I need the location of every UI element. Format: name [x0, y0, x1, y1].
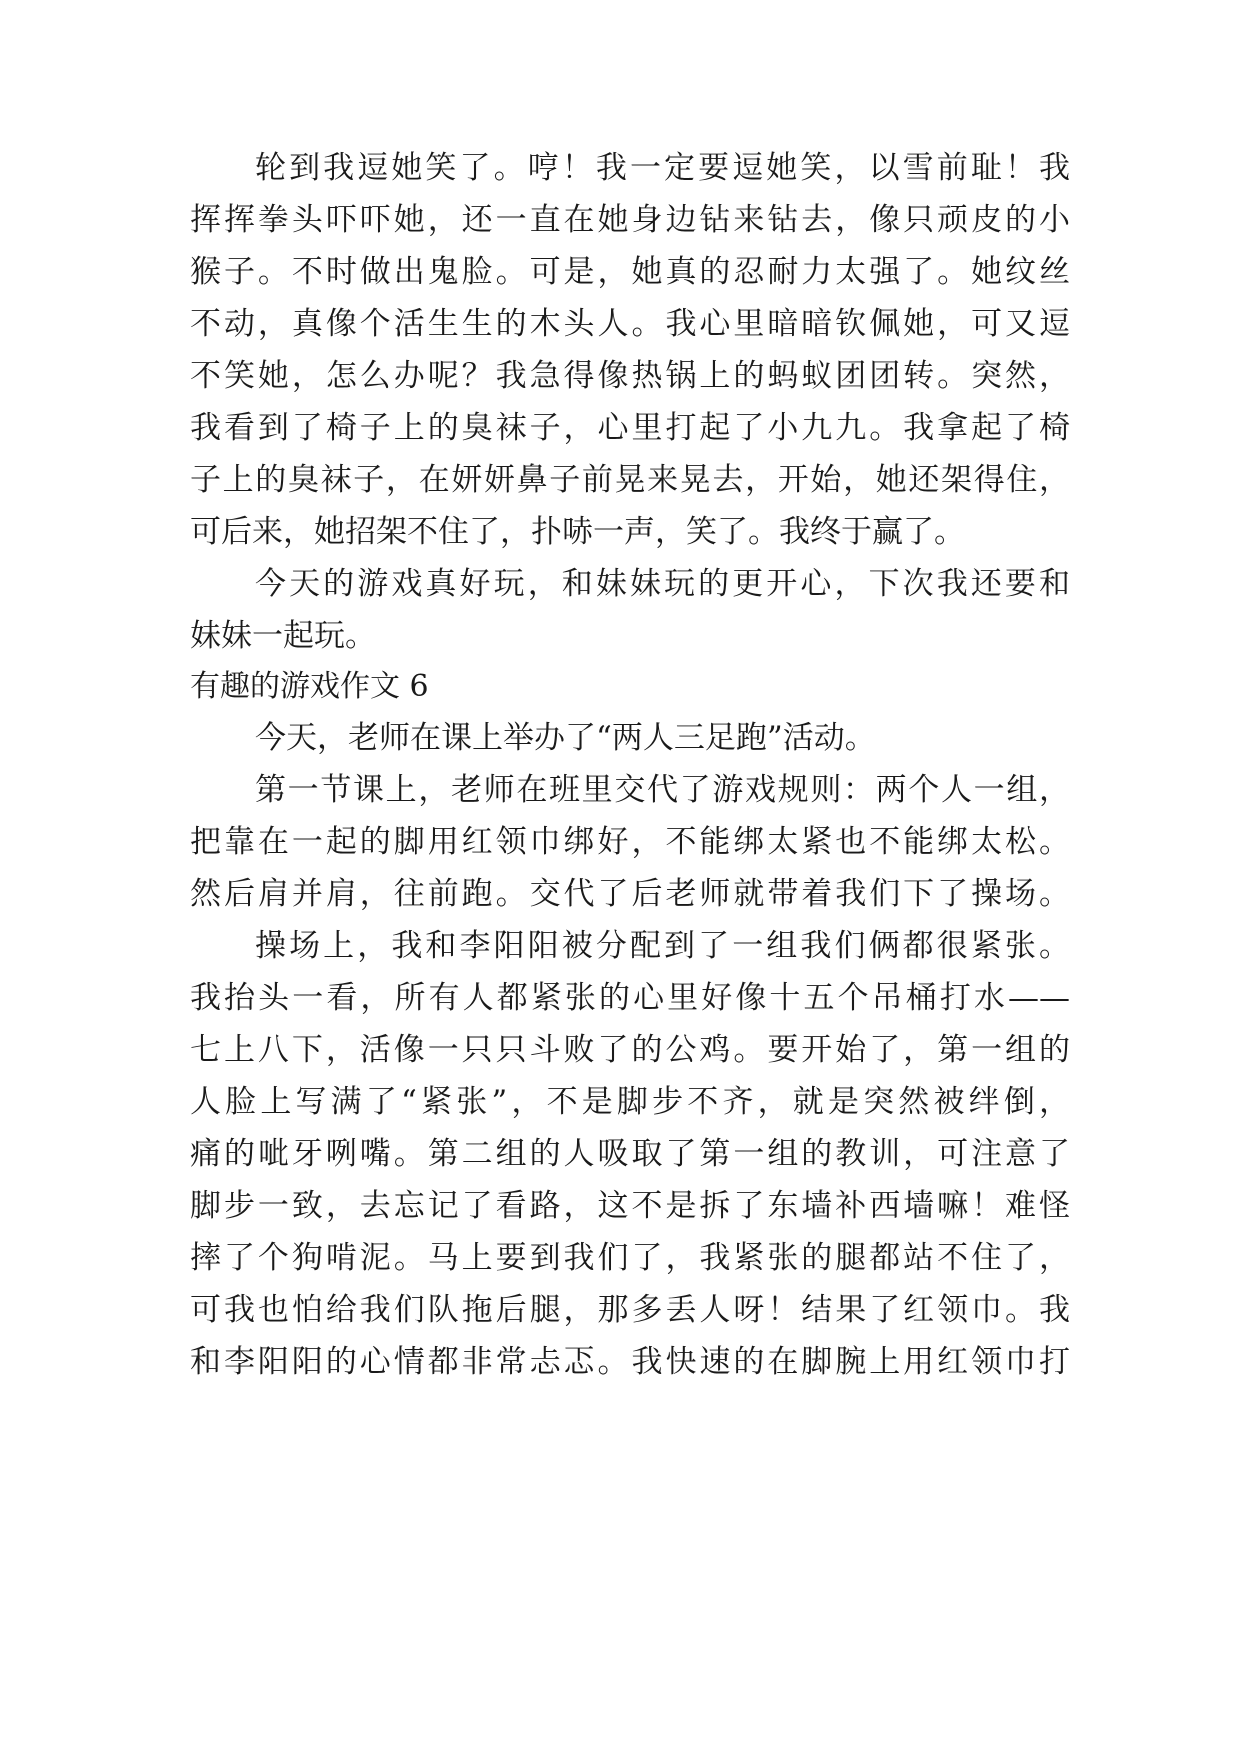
paragraph-line: 可我也怕给我们队拖后腿，那多丢人呀！结果了红领巾。我: [190, 1292, 1070, 1328]
paragraph-line: 人脸上写满了“紧张”，不是脚步不齐，就是突然被绊倒，: [190, 1084, 1070, 1120]
paragraph-line: 猴子。不时做出鬼脸。可是，她真的忍耐力太强了。她纹丝: [190, 254, 1070, 290]
paragraph-line: 不笑她，怎么办呢？我急得像热锅上的蚂蚁团团转。突然，: [190, 358, 1070, 394]
paragraph-line: 轮到我逗她笑了。哼！我一定要逗她笑，以雪前耻！我: [255, 150, 1070, 186]
paragraph-line: 和李阳阳的心情都非常忐忑。我快速的在脚腕上用红领巾打: [190, 1344, 1070, 1380]
paragraph-line: 然后肩并肩，往前跑。交代了后老师就带着我们下了操场。: [190, 876, 1070, 912]
paragraph-line: 不动，真像个活生生的木头人。我心里暗暗钦佩她，可又逗: [190, 306, 1070, 342]
paragraph-line: 挥挥拳头吓吓她，还一直在她身边钻来钻去，像只顽皮的小: [190, 202, 1070, 238]
paragraph-line: 子上的臭袜子，在妍妍鼻子前晃来晃去，开始，她还架得住，: [190, 462, 1070, 498]
paragraph-line: 可后来，她招架不住了，扑哧一声，笑了。我终于赢了。: [190, 514, 965, 550]
paragraph-line: 把靠在一起的脚用红领巾绑好，不能绑太紧也不能绑太松。: [190, 824, 1070, 860]
paragraph-line: 痛的呲牙咧嘴。第二组的人吸取了第一组的教训，可注意了: [190, 1136, 1070, 1172]
paragraph-line: 脚步一致，去忘记了看路，这不是拆了东墙补西墙嘛！难怪: [190, 1188, 1070, 1224]
paragraph-line: 操场上，我和李阳阳被分配到了一组我们俩都很紧张。: [255, 928, 1070, 964]
paragraph-line: 我抬头一看，所有人都紧张的心里好像十五个吊桶打水——: [190, 980, 1070, 1016]
section-title: 有趣的游戏作文 6: [190, 669, 429, 704]
paragraph-line: 妹妹一起玩。: [190, 618, 376, 654]
paragraph-line: 摔了个狗啃泥。马上要到我们了，我紧张的腿都站不住了，: [190, 1240, 1070, 1276]
paragraph-line: 我看到了椅子上的臭袜子，心里打起了小九九。我拿起了椅: [190, 410, 1070, 446]
paragraph-line: 七上八下，活像一只只斗败了的公鸡。要开始了，第一组的: [190, 1032, 1070, 1068]
paragraph-line: 第一节课上，老师在班里交代了游戏规则：两个人一组，: [255, 772, 1070, 808]
paragraph-line: 今天，老师在课上举办了“两人三足跑”活动。: [255, 720, 876, 756]
paragraph-line: 今天的游戏真好玩，和妹妹玩的更开心，下次我还要和: [255, 566, 1070, 602]
